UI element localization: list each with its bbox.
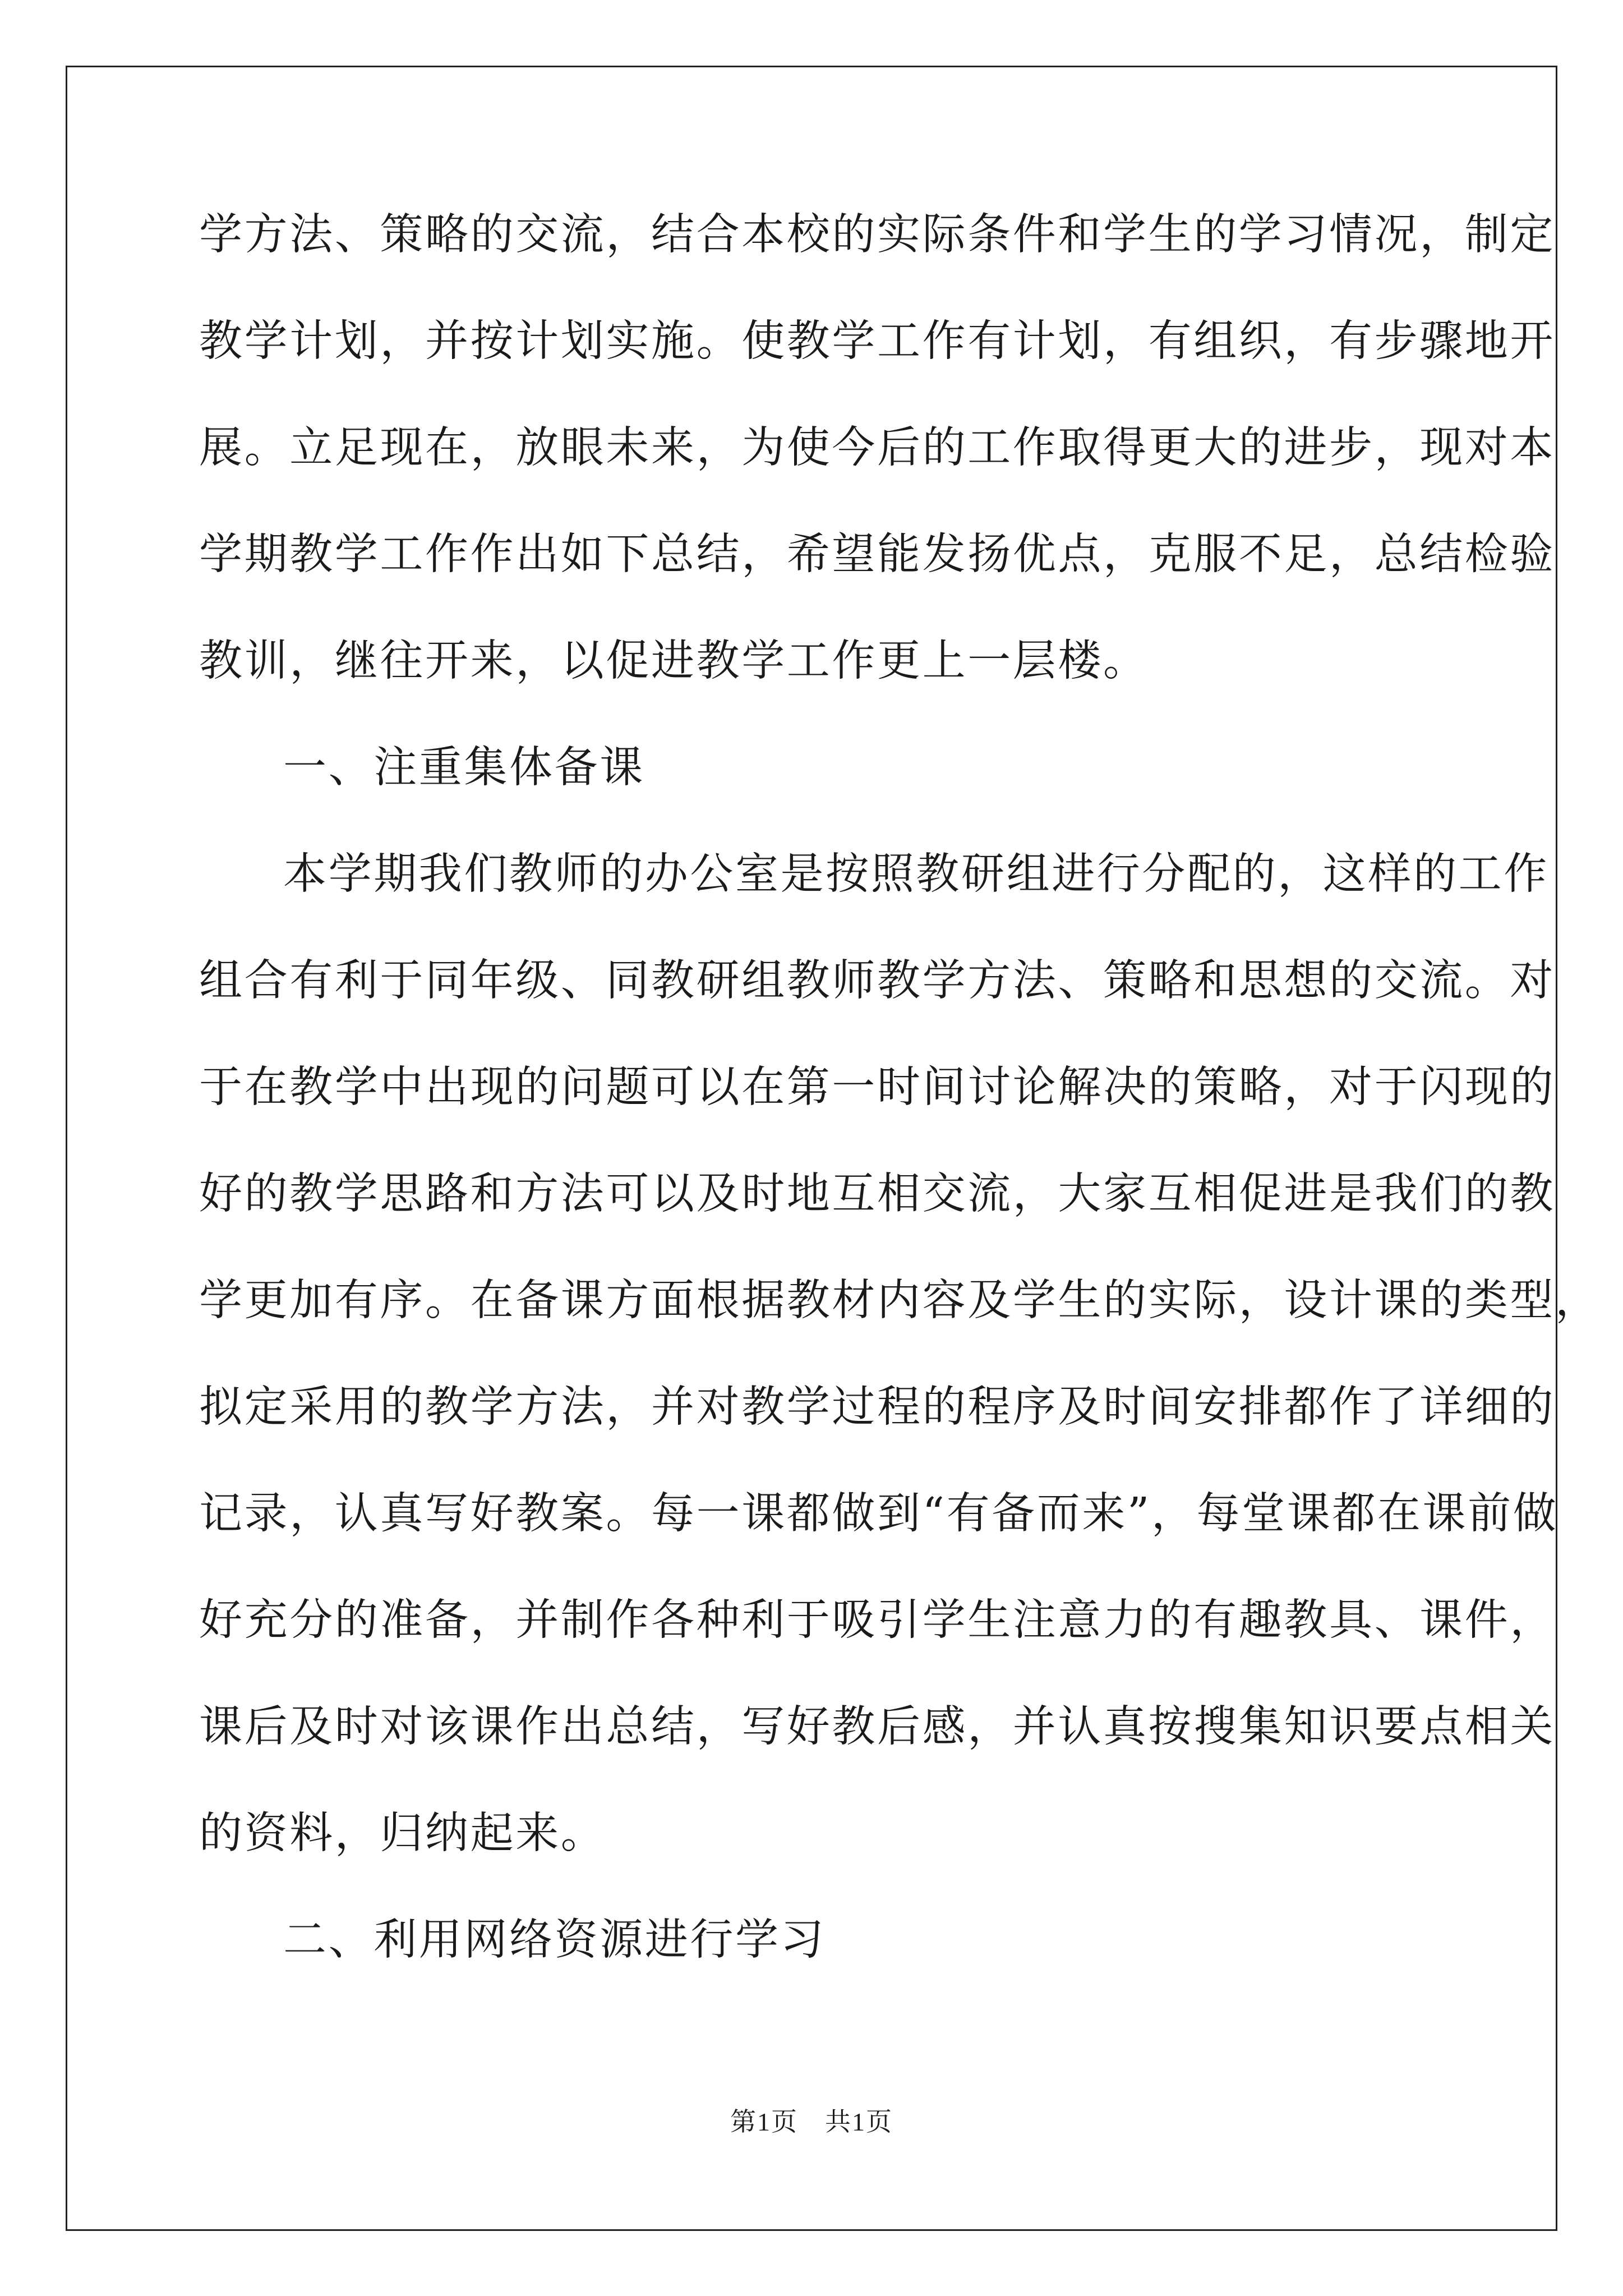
paragraph-line: 学期教学工作作出如下总结，希望能发扬优点，克服不足，总结检验 <box>199 530 1555 579</box>
paragraph-line: 学方法、策略的交流，结合本校的实际条件和学生的学习情况，制定 <box>199 210 1555 260</box>
paragraph-line: 教训，继往开来，以促进教学工作更上一层楼。 <box>199 636 1149 686</box>
document-body <box>199 210 1601 2025</box>
paragraph-line: 课后及时对该课作出总结，写好教后感，并认真按搜集知识要点相关 <box>199 1702 1555 1752</box>
paragraph-line: 教学计划，并按计划实施。使教学工作有计划，有组织，有步骤地开 <box>199 316 1555 366</box>
paragraph-line: 好充分的准备，并制作各种利于吸引学生注意力的有趣教具、课件， <box>199 1595 1555 1645</box>
paragraph-line: 的资料，归纳起来。 <box>199 1809 606 1858</box>
paragraph-line: 组合有利于同年级、同教研组教师教学方法、策略和思想的交流。对 <box>199 956 1555 1006</box>
paragraph-line: 于在教学中出现的问题可以在第一时间讨论解决的策略，对于闪现的 <box>199 1062 1555 1112</box>
paragraph-line: 记录，认真写好教案。每一课都做到“有备而来”，每堂课都在课前做 <box>199 1489 1559 1539</box>
page-footer: 第1页 共1页 <box>730 2108 893 2136</box>
paragraph-line: 拟定采用的教学方法，并对教学过程的程序及时间安排都作了详细的 <box>199 1382 1555 1432</box>
paragraph-line: 本学期我们教师的办公室是按照教研组进行分配的，这样的工作 <box>283 849 1549 899</box>
paragraph-line: 好的教学思路和方法可以及时地互相交流，大家互相促进是我们的教 <box>199 1169 1555 1219</box>
section-heading-2: 二、利用网络资源进行学习 <box>283 1915 826 1965</box>
paragraph-line: 学更加有序。在备课方面根据教材内容及学生的实际，设计课的类型， <box>199 1276 1601 1326</box>
section-heading-1: 一、注重集体备课 <box>283 743 645 793</box>
paragraph-line: 展。立足现在，放眼未来，为使今后的工作取得更大的进步，现对本 <box>199 423 1555 473</box>
